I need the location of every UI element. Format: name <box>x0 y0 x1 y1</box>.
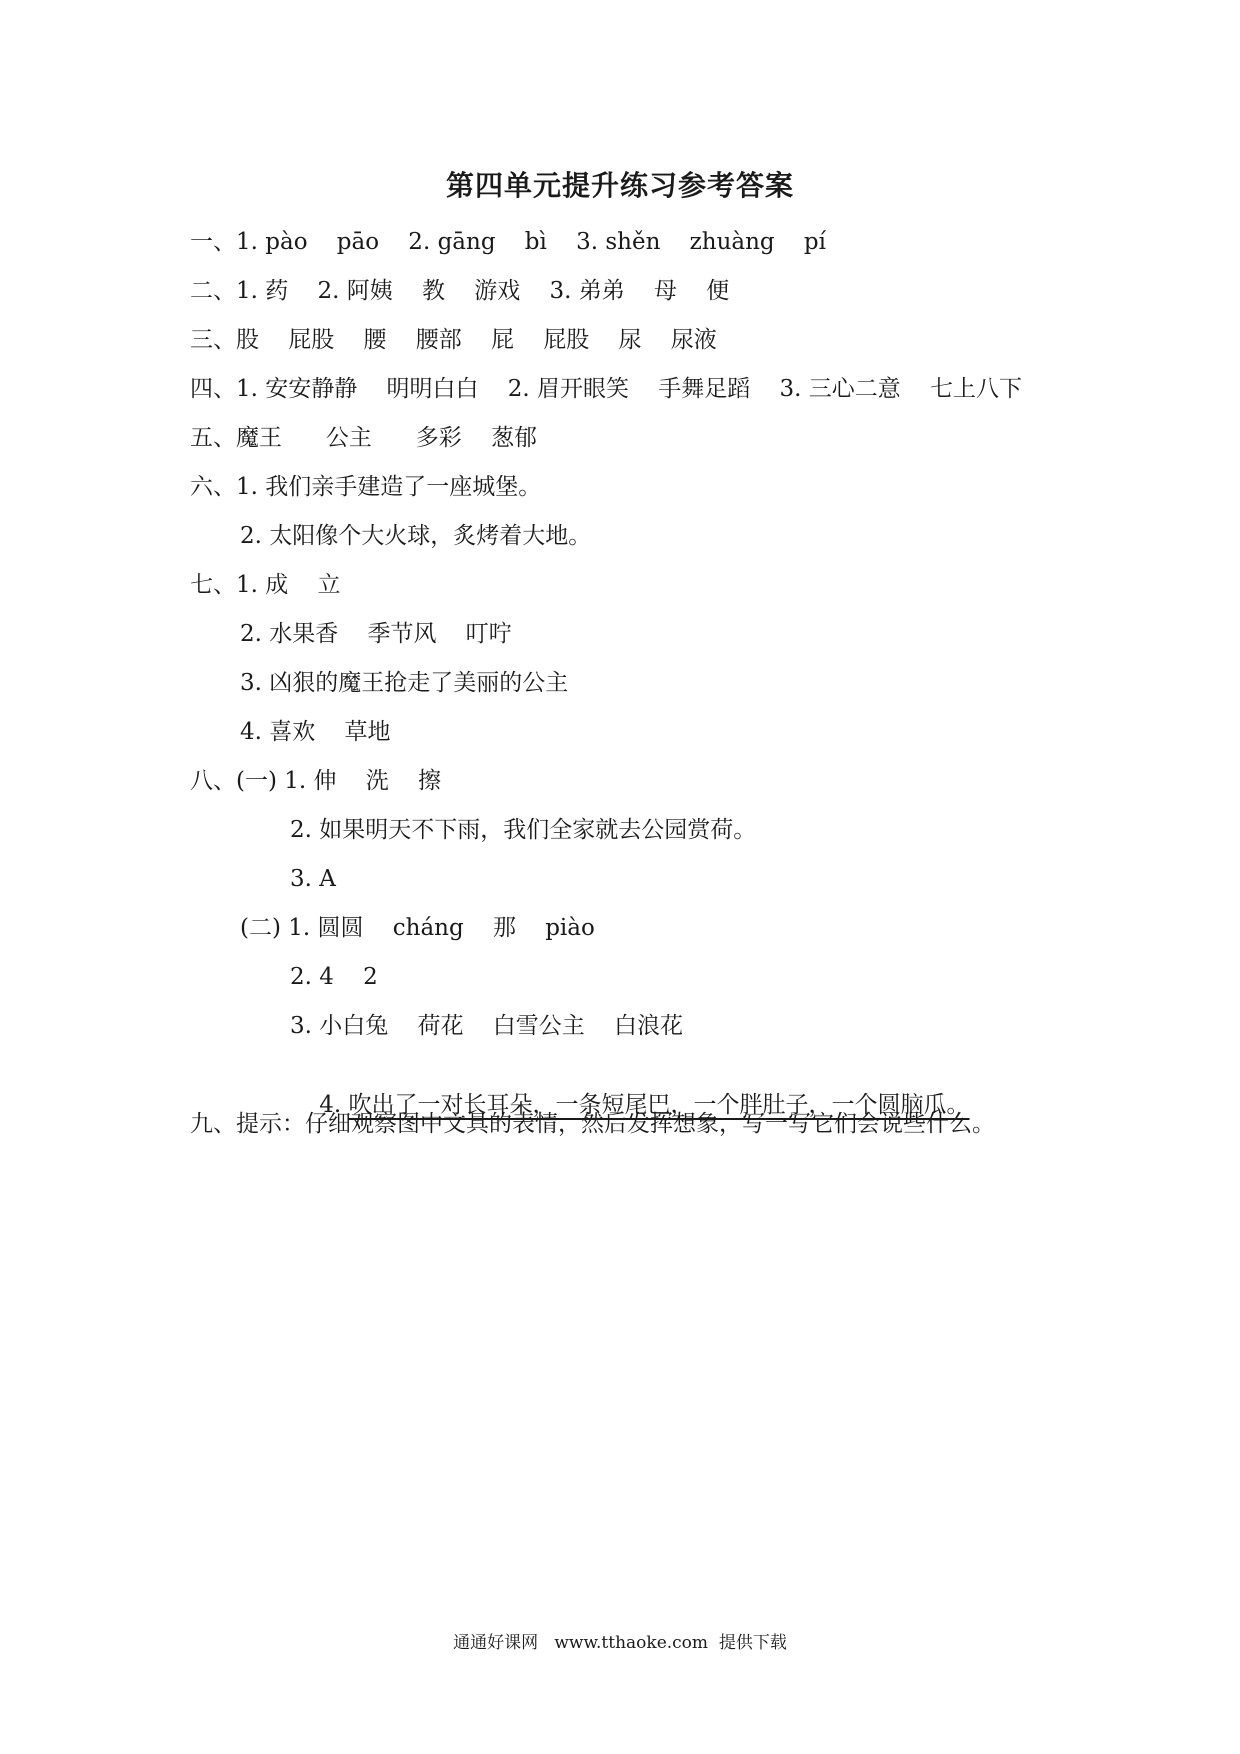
answer-line-7-3: 3. 凶狠的魔王抢走了美丽的公主 <box>240 670 569 696</box>
answer-line-8-1-2: 2. 如果明天不下雨，我们全家就去公园赏荷。 <box>290 817 757 843</box>
answer-line-8-2-4-number: 4. <box>319 1092 349 1118</box>
page-title: 第四单元提升练习参考答案 <box>445 169 794 202</box>
answer-line-4: 四、1. 安安静静 明明白白 2. 眉开眼笑 手舞足蹈 3. 三心二意 七上八下 <box>190 376 1022 402</box>
answer-line-6-1: 六、1. 我们亲手建造了一座城堡。 <box>190 474 542 500</box>
answer-line-2: 二、1. 药 2. 阿姨 教 游戏 3. 弟弟 母 便 <box>190 278 730 304</box>
answer-line-6-2: 2. 太阳像个大火球，炙烤着大地。 <box>240 523 592 549</box>
answer-line-9: 九、提示：仔细观察图中文具的表情，然后发挥想象，写一写它们会说些什么。 <box>190 1111 995 1137</box>
answer-line-7-1: 七、1. 成 立 <box>190 572 341 598</box>
answer-line-8-1-1: 八、(一) 1. 伸 洗 擦 <box>190 768 442 794</box>
footer-source: 通通好课网 www.tthaoke.com 提供下载 <box>453 1633 787 1653</box>
answer-line-7-4: 4. 喜欢 草地 <box>240 719 391 745</box>
answer-line-3: 三、股 屁股 腰 腰部 屁 屁股 尿 尿液 <box>190 327 717 353</box>
answer-line-1: 一、1. pào pāo 2. gāng bì 3. shěn zhuàng pí <box>190 229 826 255</box>
answer-line-7-2: 2. 水果香 季节风 叮咛 <box>240 621 512 647</box>
answer-line-8-1-3: 3. A <box>290 866 336 892</box>
answer-line-8-2-2: 2. 4 2 <box>290 964 378 990</box>
answer-line-8-2-1: (二) 1. 圆圆 cháng 那 piào <box>240 915 595 941</box>
answer-line-8-2-4-underlined-text: 吹出了一对长耳朵，一条短尾巴，一个胖肚子，一个圆脑瓜。 <box>348 1092 970 1118</box>
answer-line-5: 五、魔王 公主 多彩 葱郁 <box>190 425 537 451</box>
answer-line-8-2-3: 3. 小白兔 荷花 白雪公主 白浪花 <box>290 1013 683 1039</box>
